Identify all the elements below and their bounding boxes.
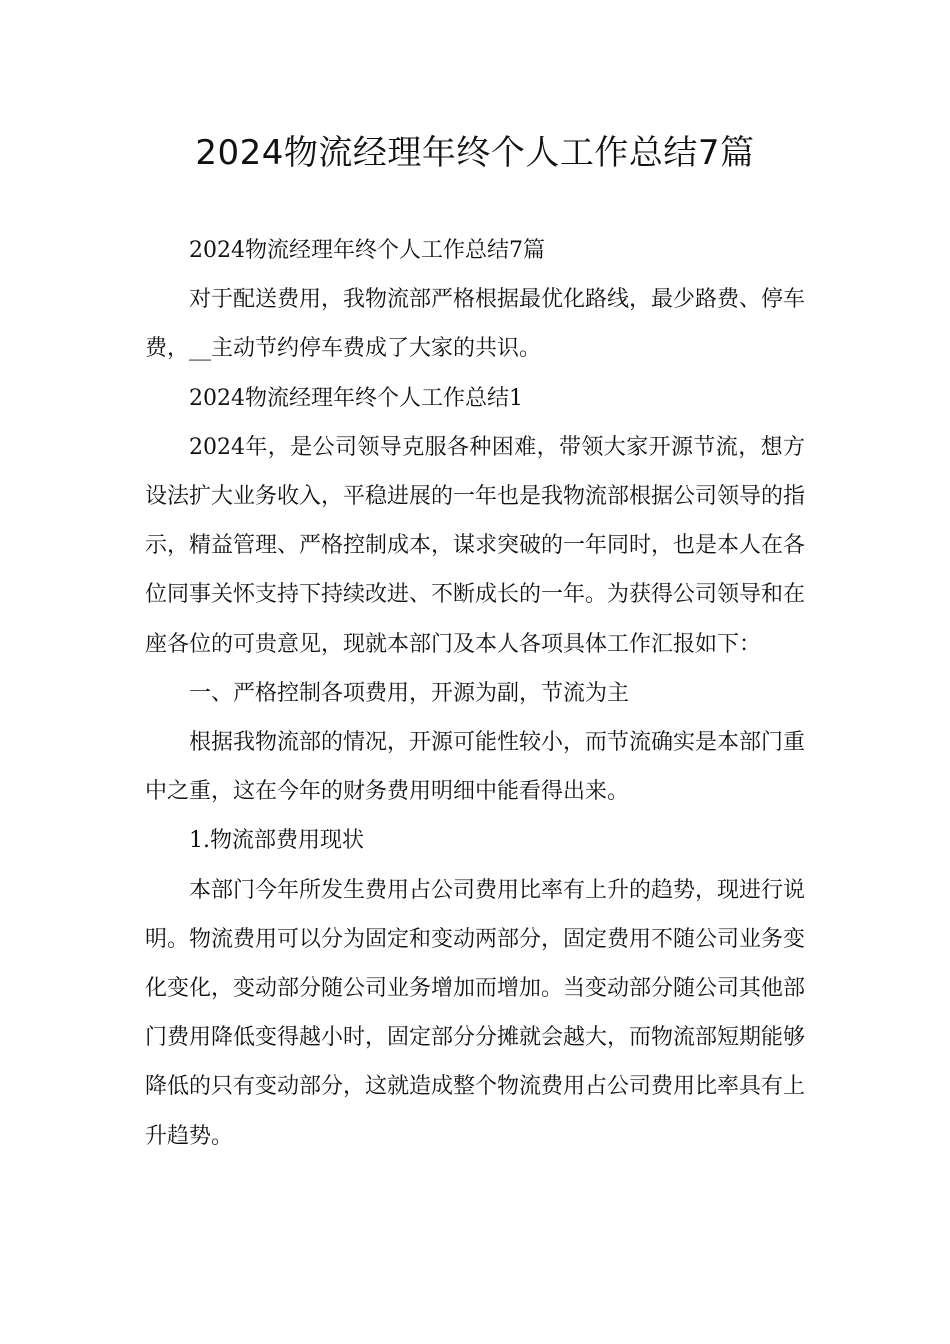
paragraph: 2024年，是公司领导克服各种困难，带领大家开源节流，想方设法扩大业务收入，平稳进展的一年也是我物流部根据公司领导的指示，精益管理、严格控制成本，谋求突破的一年同时，也是本人在各位同事关怀支持下持续改进、不断成长的一年。为获得公司领导和在座各位的可贵意见，现就本部门及本人各项具体工作汇报如下： — [145, 434, 806, 657]
paragraph: 对于配送费用，我物流部严格根据最优化路线，最少路费、停车费，__主动节约停车费成了大家的共识。 — [145, 287, 806, 362]
document-title: 2024物流经理年终个人工作总结7篇 — [195, 133, 755, 173]
paragraph: 根据我物流部的情况，开源可能性较小，而节流确实是本部门重中之重，这在今年的财务费用明细中能看得出来。 — [145, 730, 806, 805]
paragraph: 1.物流部费用现状 — [189, 828, 364, 854]
document-body — [145, 226, 805, 1161]
paragraph: 一、严格控制各项费用，开源为副，节流为主 — [189, 680, 630, 706]
paragraph: 2024物流经理年终个人工作总结1 — [189, 385, 523, 411]
paragraph: 2024物流经理年终个人工作总结7篇 — [189, 238, 545, 263]
paragraph: 本部门今年所发生费用占公司费用比率有上升的趋势，现进行说明。物流费用可以分为固定和变动两部分，固定费用不随公司业务变化变化，变动部分随公司业务增加而增加。当变动部分随公司其他部门费用降低变得越小时，固定部分分摊就会越大，而物流部短期能够降低的只有变动部分，这就造成整个物流费用占公司费用比率具有上升趋势。 — [145, 877, 806, 1149]
